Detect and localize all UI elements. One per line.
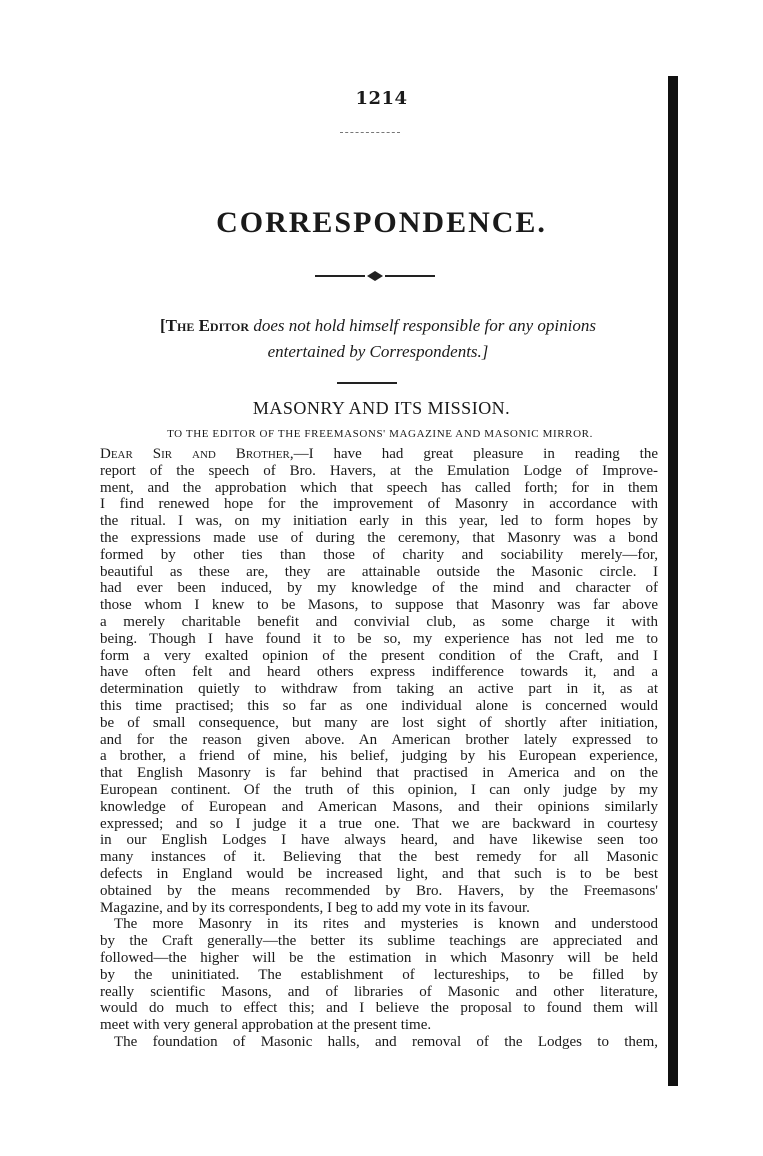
disclaimer-text-1: does not hold himself responsible for any opinions [249, 316, 596, 335]
text-line: formed by other ties than those of charity and sociability merely—for, [100, 546, 658, 563]
text-line: being. Though I have found it to be so, my experience has not led me to [100, 630, 658, 647]
disclaimer-text-2: entertained by Correspondents.] [267, 342, 489, 361]
section-title: CORRESPONDENCE. [216, 206, 547, 239]
text-line: a brother, a friend of mine, his belief, judging by his European experience, [100, 748, 658, 765]
paragraph-2 [100, 916, 658, 1034]
text-line: The more Masonry in its rites and mysteries is known and understood [114, 916, 658, 933]
text-line: I find renewed hope for the improvement of Masonry in accordance with [100, 496, 658, 513]
text-line: European continent. Of the truth of this opinion, I can only judge by my [100, 781, 658, 798]
text-line: be of small consequence, but many are lost sight of shortly after initiation, [100, 714, 658, 731]
divider-rule [337, 382, 397, 384]
editor-label: [The Editor [160, 316, 250, 335]
salutation: Dear Sir and Brother, [100, 446, 294, 462]
text-line: this time practised; this so far as one individual alone is concerned would [100, 697, 658, 714]
text-line: the expressions made use of during the ceremony, that Masonry was a bond [100, 529, 658, 546]
text-line: by the Craft generally—the better its sublime teachings are appreciated and [100, 933, 658, 950]
letter-address: TO THE EDITOR OF THE FREEMASONS' MAGAZINE AND MASONIC MIRROR. [167, 428, 593, 440]
text-line: determination quietly to withdraw from taking an active part in it, as at [100, 681, 658, 698]
text-line: by the uninitiated. The establishment of lectureships, to be filled by [100, 966, 658, 983]
text-line: the ritual. I was, on my initiation early in this year, led to form hopes by [100, 513, 658, 530]
text-line: meet with very general approbation at the present time. [100, 1017, 432, 1034]
paragraph-1 [100, 446, 658, 916]
text-line: beautiful as these are, they are attainable outside the Masonic circle. I [100, 563, 658, 580]
text-line [100, 446, 658, 463]
text-line: that English Masonry is far behind that practised in America and on the [100, 765, 658, 782]
text-line: in our English Lodges I have always heard, and have likewise seen too [100, 832, 658, 849]
page-number: 1214 [355, 88, 408, 109]
text-line: expressed; and so I judge it a true one. That we are backward in courtesy [100, 815, 658, 832]
printer-mark [340, 132, 400, 135]
letter-body [100, 446, 658, 1051]
article-title: MASONRY AND ITS MISSION. [252, 398, 511, 418]
text-line: Magazine, and by its correspondents, I beg to add my vote in its favour. [100, 899, 530, 916]
text-line-rest: —I have had great pleasure in reading the [293, 446, 658, 462]
text-line: ment, and the approbation which that speech has called forth; for in them [100, 479, 658, 496]
text-line: followed—the higher will be the estimation in which Masonry will be held [100, 949, 658, 966]
text-line: form a very exalted opinion of the present condition of the Craft, and I [100, 647, 658, 664]
text-line: a merely charitable benefit and convivial club, as some charge it with [100, 613, 658, 630]
editor-disclaimer [118, 313, 638, 365]
text-line: knowledge of European and American Masons, and their opinions similarly [100, 798, 658, 815]
paragraph-3 [100, 1034, 658, 1051]
text-line: defects in England would be increased light, and that such is to be best [100, 865, 658, 882]
text-line: obtained by the means recommended by Bro. Havers, by the Freemasons' [100, 882, 658, 899]
text-line: and for the reason given above. An American brother lately expressed to [100, 731, 658, 748]
ornament-divider-icon [315, 270, 435, 282]
text-line: have often felt and heard others express indifference towards it, and a [100, 664, 658, 681]
text-line: really scientific Masons, and of libraries of Masonic and other literature, [100, 983, 658, 1000]
text-line: those whom I knew to be Masons, to suppose that Masonry was far above [100, 597, 658, 614]
text-line: had ever been induced, by my knowledge of the mind and character of [100, 580, 658, 597]
text-line: many instances of it. Believing that the best remedy for all Masonic [100, 849, 658, 866]
text-line: would do much to effect this; and I believe the proposal to found them will [100, 1000, 658, 1017]
text-line: The foundation of Masonic halls, and removal of the Lodges to them, [114, 1033, 658, 1050]
text-line: report of the speech of Bro. Havers, at the Emulation Lodge of Improve- [100, 462, 658, 479]
